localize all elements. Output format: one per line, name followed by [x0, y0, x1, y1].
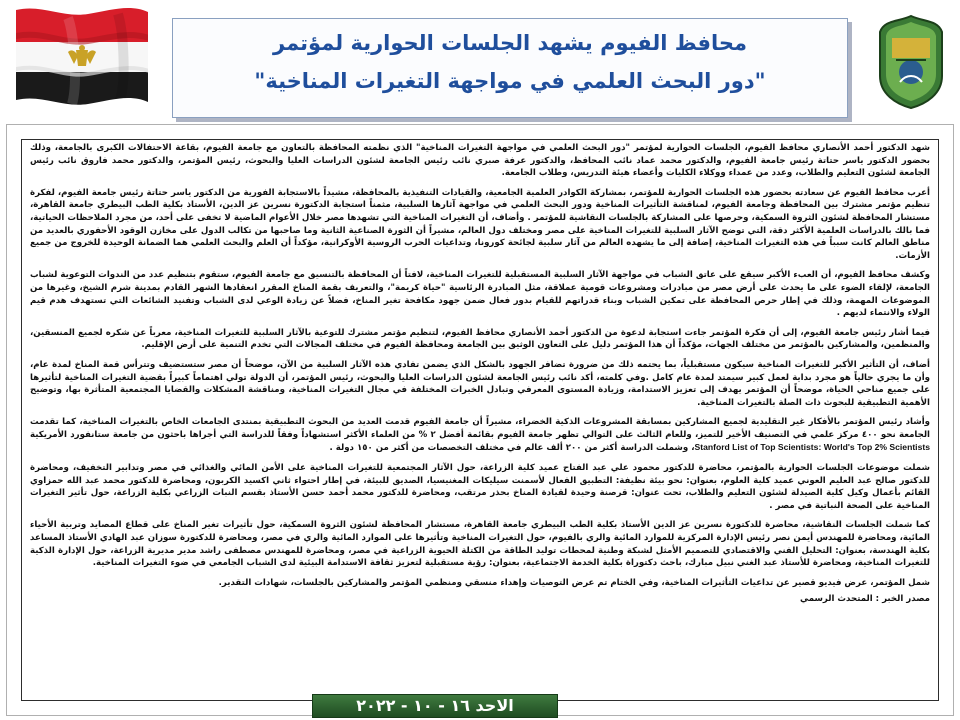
article-body	[21, 139, 939, 701]
paragraph-6-part-2: ، وشملت الدراسة أكثر من ٢٠٠ ألف عالم في مختلف التخصصات من أكثر من ١٥٠ دولة .	[329, 443, 695, 454]
paragraph-6-part-1: وأشاد رئيس المؤتمر بالأفكار غير التقليدية لجميع المشاركين بمسابقة المشروعات الذكية الخضراء، مشيراً أن جامعة الفيوم قدمت العديد من البحوث التطبيقية بمنتدى الجامعات الخاص بالتغيرات المناخية، كما تقدمت الجامعة نحو ٤٠٠ مركز علمي في التصنيف الأخير للتميز، وللعام الثالث على التوالي تظهر جامعة الفيوم بقائمة أفضل ٢ % من العلماء الأكثر استشهاداً وفقاً للدراسة التي أجراها باحثون من جامعة ستانفورد الأمريكية	[30, 417, 930, 440]
paragraph-5: أضاف، أن التأثير الأكبر للتغيرات المناخية سيكون مستقبلياً، بما يحتمه ذلك من ضرورة تضافر الجهود بالشكل الذي يضمن تفادي هذه الآثار السلبية من الآن، موضحاً أن مصر ستستضيف وتترأس قمة المناخ لمدة عام، وأن ما يجري حالياً هو مجرد بداية لعمل كبير سيمتد لمدة عام كامل .وفي كلمته، أكد نائب رئيس الجامعة لشئون الدراسات العليا والبحوث، رئيس المؤتمر، أن الدولة تولي اهتماماً كبيراً بقضية التغيرات المناخية لتأثيرها على جميع مناحي الحياة، موضحاً أن المؤتمر يهدف إلى تعزيز الاستدامة، وزيادة المستوى المعرفي وتبادل الخبرات المختلفة في مجال التغيرات المناخية، ومناقشة المشكلات والقضايا المجتمعية المتأثرة بها، وتوضيح الأهمية التطبيقية للبحوث ذات الصلة بالتغيرات المناخية.	[30, 359, 930, 408]
paragraph-1: شهد الدكتور أحمد الأنصاري محافظ الفيوم، الجلسات الحوارية لمؤتمر "دور البحث العلمي في مواجهة التغيرات المناخية" الذي نظمته المحافظة بالتعاون مع جامعة الفيوم، بقاعة الاحتفالات الكبرى بالجامعة، وذلك بحضور الدكتور ياسر حتاتة رئيس جامعة الفيوم، والدكتور محمد عماد نائب المحافظ، والدكتور عرفة صبري نائب رئيس الجامعة لشئون الدراسات العليا والبحوث، رئيس المؤتمر، والدكتور محمد فاروق نائب رئيس الجامعة لشئون التعليم والطلاب، وعدد من عمداء ووكلاء الكليات وأعضاء هيئة التدريس، وطلاب الجامعة.	[30, 143, 930, 179]
paragraph-2: أعرب محافظ الفيوم عن سعادته بحضور هذه الجلسات الحوارية للمؤتمر، بمشاركة الكوادر العلمية الجامعية، والقيادات التنفيذية بالمحافظة، مشيداً بالاستجابة الفورية من الدكتور ياسر حتاتة رئيس جامعة الفيوم، لفكرة تنظيم مؤتمر مشترك بين المحافظة وجامعة الفيوم، لمناقشة التأثيرات المناخية ودور البحث العلمي في مواجهة آثارها السلبية، مثمناً استجابة الدكتورة نسرين عز الدين، الأستاذ بكلية الطب البيطري جامعة القاهرة، مستشار المحافظة لشئون الثروة السمكية، وحرصها على المشاركة بالجلسات النقاشية للمؤتمر . وأضاف، أن التغيرات المناخية التي تشهدها مصر خلال الأعوام الماضية لا تخفى على أحد، من مجرد الملاحظات الحياتية، فما بالك بالدراسات العلمية الأكثر دقة، التي توضح الآثار السلبية للتغيرات المناخية على مصر ومختلف دول العالم، مشيراً أن الثورة الصناعية الثانية وما صاحبها من تكالب الدول على مخازن الوقود الأحفوري بالعديد من مناطق العالم كانت سبباً في هذه التغيرات المناخية، إضافة إلى ما يشهده العالم من آثار سلبية لجائحة كورونا، وتداعيات الحرب الروسية الأوكرانية، مؤكداً أن العلم والبحث العلمي هما الضمانة الوحيدة للخروج من جميع الأزمات.	[30, 187, 930, 261]
fayoum-governorate-logo-icon	[878, 14, 944, 110]
headline-line-2: "دور البحث العلمي في مواجهة التغيرات المناخية"	[254, 69, 766, 93]
title-box	[172, 18, 848, 118]
article-frame	[6, 124, 954, 716]
paragraph-9: شمل المؤتمر، عرض فيديو قصير عن تداعيات التأثيرات المناخية، وفي الختام تم عرض التوصيات وإهداء منسقي ومنظمي المؤتمر والمشاركين بالجلسات، شهادات التقدير.	[218, 577, 930, 588]
news-source: مصدر الخبر : المتحدث الرسمي	[800, 594, 930, 605]
paragraph-7: شملت موضوعات الجلسات الحوارية بالمؤتمر، محاضرة للدكتور محمود علي عبد الفتاح عميد كلية الزراعة، حول الآثار المجتمعية للتغيرات المناخية على الأمن المائي والغذائي في مصر وتدابير التخفيف، ومحاضرة للدكتور صالح عبد العليم العوني عميد كلية العلوم، بعنوان: نحو بيئة نظيفة: التطبيق الفعال لأسمنت سيليكات المغنيسيا، الصديق للبيئة، في إطار احتواء ثاني اكسيد الكربون، ومحاضرة للدكتور محمد عبد الله حمزاوي القائم بأعمال وكيل كلية الصيدلة لشئون التعليم والطلاب، تحت عنوان: قرصنة وحيدة لقيادة المناخ بحذر مرتقب، ومحاضرة للدكتور محمد أحمد حسن الأستاذ بقسم النبات الزراعي بكلية الزراعة، حول تأثير التغيرات المناخية على الصحة النباتية في مصر .	[30, 463, 930, 511]
paragraph-3: وكشف محافظ الفيوم، أن العبء الأكبر سيقع على عاتق الشباب في مواجهة الآثار السلبية المستقبلية للتغيرات المناخية، لافتاً أن المحافظة بالتنسيق مع جامعة الفيوم، ستقوم بتنظيم عدد من الندوات التوعوية لشباب الجامعة، لإلقاء الضوء على ما يحدث على أرض مصر من مبادرات ومشروعات قومية عملاقة، مثل المبادرة الرئاسية "حياة كريمة"، والتعريف بقمة المناخ المقرر انعقادها الشهر القادم بمدينة شرم الشيخ، وغيرها من الموضوعات المهمة، وذلك في إطار حرص المحافظة على تمكين الشباب وبناء قدراتهم للقيام بدور فعال ضمن جهود مكافحة تغير المناخ، فضلاً عن زيادة الوعي لدى الشباب وتفنيد الشائعات التي تستهدف هدم قيم الولاء والانتماء لديهم .	[30, 270, 930, 319]
stanford-list-label: Stanford List of Top Scientists: World's Top 2% Scientists	[694, 442, 930, 453]
date-badge: الاحد ١٦ - ١٠ - ٢٠٢٢	[312, 694, 558, 718]
headline-line-1: محافظ الفيوم يشهد الجلسات الحوارية لمؤتمر	[273, 31, 747, 55]
egypt-flag-icon	[12, 4, 152, 110]
paragraph-8: كما شملت الجلسات النقاشية، محاضرة للدكتورة نسرين عز الدين الأستاذ بكلية الطب البيطري جامعة القاهرة، مستشار المحافظة لشئون الثروة السمكية، حول تأثيرات تغير المناخ على قطاع المصايد وتربية الأحياء المائية، ومحاضرة للمهندس أيمن نصر رئيس الإدارة المركزية للموارد المائية والري بالفيوم، حول التغيرات المناخية وتأثيرها على الموارد المائية والري في مصر، ومحاضرة للدكتورة سوزان عبد الهادي الأستاذ المساعد بكلية الهندسة، بعنوان: التحليل الفني والاقتصادي للتصميم الأمثل لشبكة وطنية لمحطات توليد الطاقة من الكتلة الحيوية الزراعية في مصر، ومحاضرة للمهندس مصطفى راشد مدير مديرية الزراعة، حول الإدارة الذكية للتغيرات المناخية، ومحاضرة للأستاذ عبد الغني نبيل مبارك، باحث دكتوراة بكلية الخدمة الاجتماعية، بعنوان: رؤية مستقبلية لتعزيز ثقافة الاستدامة البيئية لدى الشباب الجامعي في ضوء التغيرات المناخية.	[30, 520, 930, 569]
paragraph-6	[30, 416, 930, 455]
paragraph-4: فيما أشار رئيس جامعة الفيوم، إلى أن فكرة المؤتمر جاءت استجابة لدعوة من الدكتور أحمد الأنصاري محافظ الفيوم، لتنظيم مؤتمر مشترك للتوعية بالآثار السلبية للتغيرات المناخية، معرباً عن شكره لجميع المنسقين، والمنظمين، والمشاركين بالمؤتمر من مختلف الجهات، مؤكداً أن هذا المؤتمر دليل على التعاون الوثيق بين الجامعة ومحافظة الفيوم في مختلف المجالات التي تخدم التنمية على أرض الإقليم.	[30, 327, 930, 351]
